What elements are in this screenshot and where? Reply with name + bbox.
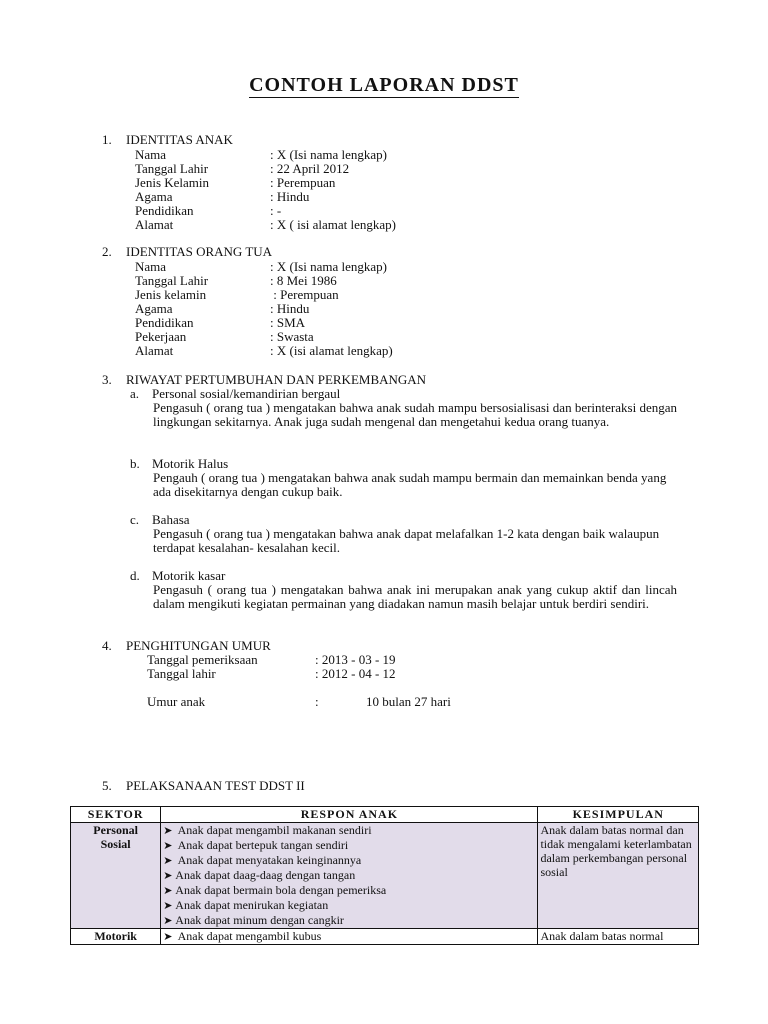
subsection-c-text: Pengasuh ( orang tua ) mengatakan bahwa anak dapat melafalkan 1-2 kata dengan baik walaupun terdapat kesalahan- kesalahan kecil. [153,526,660,555]
subsection-d-text: Pengasuh ( orang tua ) mengatakan bahwa anak ini merupakan anak yang cukup aktif dan lincah dalam mengikuti kegiatan permainan yang diadakan namun masih belajar untuk berdiri sendiri. [153,582,677,611]
list-item: ➤ Anak dapat menyatakan keinginannya [163,853,362,867]
table-row [71,823,699,929]
list-item: ➤ Anak dapat minum dengan cangkir [163,913,344,927]
arrow-bullet-icon: ➤ [163,885,173,897]
arrow-bullet-icon: ➤ [163,931,173,943]
kesimpulan-cell: Anak dalam batas normal dan tidak mengalami keterlambatan dalam perkembangan personal sosial [538,823,699,929]
section-1-heading: 1. IDENTITAS ANAK [102,132,233,147]
section-2-heading: 2. IDENTITAS ORANG TUA [102,244,273,259]
respon-cell [161,929,538,945]
subsection-b-text: Pengauh ( orang tua ) mengatakan bahwa anak sudah mampu bermain dan memainkan benda yang ada disekitarnya dengan cukup baik. [153,470,667,499]
arrow-bullet-icon: ➤ [163,870,173,882]
arrow-bullet-icon: ➤ [163,900,173,912]
list-item: ➤ Anak dapat mengambil makanan sendiri [163,823,372,837]
list-item: ➤ Anak dapat daag-daag dengan tangan [163,868,356,882]
header-kesimpulan: KESIMPULAN [538,807,699,823]
respon-cell [161,823,538,929]
section-3-heading: 3. RIWAYAT PERTUMBUHAN DAN PERKEMBANGAN [102,372,427,387]
arrow-bullet-icon: ➤ [163,915,173,927]
arrow-bullet-icon: ➤ [163,855,173,867]
arrow-bullet-icon: ➤ [163,825,173,837]
list-item: ➤ Anak dapat menirukan kegiatan [163,898,329,912]
section-4-heading: 4. PENGHITUNGAN UMUR [102,638,271,653]
document-page: CONTOH LAPORAN DDST 1. IDENTITAS ANAK Nama : X (Isi nama lengkap) Tanggal Lahir : 22 April 2012 Jenis Kelamin : Perempuan Agama : Hindu Pendidikan : - Alamat : X ( isi alamat lengkap) 2. IDENTITAS ORANG TUA Nama : X (Isi nama lengkap) Tanggal Lahir : 8 Mei 1986 Jenis kelamin : Perempuan Agama : Hindu Pendidikan : SMA Pekerjaan : Swasta Alamat : X (isi alamat lengkap) 3. RIWAYAT PERTUMBUHAN DAN PERKEMBANGAN a. Personal sosial/kemandirian bergaul Pengasuh ( orang tua ) mengatakan bahwa anak sudah mampu bersosialisasi dan berinteraksi dengan lingkungan sekitarnya. Anak juga sudah mengenal dan mengetahui kedua orang tuanya. b. Motorik Halus Pengauh ( orang tua ) mengatakan bahwa anak sudah mampu bermain dan memainkan benda yang ada disekitarnya dengan cukup baik. c. Bahasa Pengasuh ( orang tua ) mengatakan bahwa anak dapat melafalkan 1-2 kata dengan baik walaupun terdapat kesalahan- kesalahan kecil. d. Motorik kasar Pengasuh ( orang tua ) mengatakan bahwa anak ini merupakan anak yang cukup aktif dan lincah dalam mengikuti kegiatan permainan yang diadakan namun masih belajar untuk berdiri sendiri. 4. PENGHITUNGAN UMUR Tanggal pemeriksaan : 2013 - 03 - 19 Tanggal lahir : 2012 - 04 - 12 Umur anak : 10 bulan 27 hari 5. PELAKSANAAN TEST DDST II SEKTOR RESPON ANAK KESIMPULAN Personal Sosial ➤ Anak dapat mengambil makanan sendiri ➤ Anak dapat bertepuk tangan sendiri ➤ Anak dapat menyatakan keinginannya ➤ Anak dapat daag-daag dengan tangan ➤ Anak dapat bermain bola dengan pemeriksa ➤ Anak dapat menirukan kegiatan ➤ Anak dapat minum dengan cangkir Anak dalam batas normal dan tidak mengalami keterlambatan dalam perkembangan personal sosial Motorik ➤ Anak dapat mengambil kubus Anak dalam batas normal [0,0,768,1024]
table-header-row [71,807,699,823]
sektor-cell: Motorik [71,929,161,945]
list-item: ➤ Anak dapat bertepuk tangan sendiri [163,838,349,852]
subsection-a-title: a. Personal sosial/kemandirian bergaul [130,386,341,401]
ddst-table [70,806,699,945]
section-5-heading: 5. PELAKSANAAN TEST DDST II [102,778,305,793]
subsection-a-text: Pengasuh ( orang tua ) mengatakan bahwa anak sudah mampu bersosialisasi dan berinteraksi dengan lingkungan sekitarnya. Anak juga sudah mengenal dan mengetahui kedua orang tuanya. [153,400,677,429]
kesimpulan-cell: Anak dalam batas normal [538,929,699,945]
subsection-c-title: c. Bahasa [130,512,190,527]
table-row [71,929,699,945]
list-item: ➤ Anak dapat bermain bola dengan pemeriksa [163,883,387,897]
list-item: ➤ Anak dapat mengambil kubus [163,929,322,943]
document-title: CONTOH LAPORAN DDST [249,74,519,96]
subsection-d-title: d. Motorik kasar [130,568,226,583]
arrow-bullet-icon: ➤ [163,840,173,852]
header-sektor: SEKTOR [71,807,161,823]
sektor-cell: Personal Sosial [71,823,161,929]
header-respon-anak: RESPON ANAK [161,807,538,823]
subsection-b-title: b. Motorik Halus [130,456,229,471]
